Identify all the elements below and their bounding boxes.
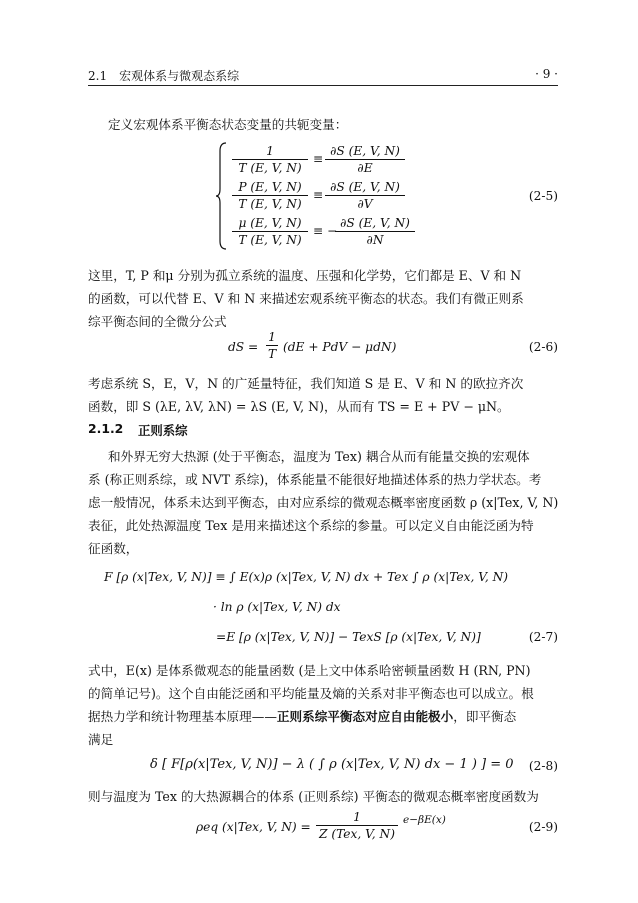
running-header [88,67,558,87]
section-title: 正则系综 [138,423,188,438]
para5-line3-a: 据热力学和统计物理基本原理—— [88,709,277,724]
eq27-line1: F [ρ (x|Tex, V, N)] ≡ ∫ E(x)ρ (x|Tex, V, N) dx + Tex ∫ ρ (x|Tex, V, N) [104,570,509,584]
para2-line1: 这里，T, P 和μ 分别为孤立系统的温度、压强和化学势，它们都是 E、V 和 N [88,268,522,283]
eq29-frac: 1 Z (Tex, V, N) [316,810,398,841]
para4-line1: 和外界无穷大热源 (处于平衡态，温度为 Tex) 耦合从而有能量交换的宏观体 [108,449,530,464]
para6: 则与温度为 Tex 的大热源耦合的体系 (正则系综) 平衡态的微观态概率密度函数为 [88,789,539,804]
eq25-number: (2-5) [528,189,558,203]
eq28-number: (2-8) [528,759,558,773]
eq27-number: (2-7) [528,630,558,644]
eq29-number: (2-9) [528,820,558,834]
equation-brace [216,141,228,251]
eq25-row2-rel: ≡ [313,188,324,202]
eq26-lhs: dS = [228,340,259,354]
eq25-row3-rel: ≡ − [313,224,338,238]
eq25-row2-lhs: P (E, V, N) T (E, V, N) [232,180,308,211]
para3-line2: 函数，即 S (λE, λV, λN) = λS (E, V, N)，从而有 TS = E + PV − μN。 [88,399,510,414]
eq27-line3: =E [ρ (x|Tex, V, N)] − TexS [ρ (x|Tex, V, N)] [216,630,481,644]
eq27-line2: · ln ρ (x|Tex, V, N) dx [213,600,341,614]
para5-line2: 的简单记号)。这个自由能泛函和平均能量及熵的关系对非平衡态也可以成立。根 [88,686,534,701]
header-rule [88,85,558,86]
eq26-frac: 1 T [268,330,277,361]
para3-line1: 考虑系统 S，E，V，N 的广延量特征，我们知道 S 是 E、V 和 N 的欧拉齐次 [88,376,524,391]
intro-line: 定义宏观体系平衡态状态变量的共轭变量： [108,117,348,132]
page-number: · 9 · [535,67,558,81]
eq29-lhs: ρeq (x|Tex, V, N) = [196,820,311,834]
para5-emphasis: 正则系综平衡态对应自由能极小 [276,709,454,724]
header-section: 2.1 宏观体系与微观态系综 [88,69,240,83]
para4-line2: 系 (称正则系综，或 NVT 系综)，体系能量不能很好地描述体系的热力学状态。考 [88,472,542,487]
eq25-row2-rhs: ∂S (E, V, N) ∂V [325,180,405,211]
eq25-row1-lhs: 1 T (E, V, N) [232,144,308,175]
para2-line2: 的函数，可以代替 E、V 和 N 来描述宏观系统平衡态的状态。我们有微正则系 [88,291,524,306]
eq26-rhs: (dE + PdV − μdN) [283,340,397,354]
eq25-row3-lhs: μ (E, V, N) T (E, V, N) [232,216,308,247]
para4-line3: 虑一般情况，体系未达到平衡态，由对应系综的微观态概率密度函数 ρ (x|Tex, V, N) [88,495,559,510]
para4-line4: 表征，此处热源温度 Tex 是用来描述这个系综的参量。可以定义自由能泛函为特 [88,518,534,533]
para5-line1: 式中，E(x) 是体系微观态的能量函数 (是上文中体系哈密顿量函数 H (RN, PN) [88,663,531,678]
para2-line3: 综平衡态间的全微分公式 [88,314,227,329]
eq25-row1-rhs: ∂S (E, V, N) ∂E [325,144,405,175]
para4-line5: 征函数， [88,541,139,556]
eq25-row3-rhs: ∂S (E, V, N) ∂N [335,216,415,247]
para5-line4: 满足 [88,732,114,747]
eq25-row1-rel: ≡ [313,152,324,166]
eq28-body: δ [ F[ρ(x|Tex, V, N)] − λ ( ∫ ρ (x|Tex, V, N) dx − 1 ) ] = 0 [150,757,514,772]
para5-line3 [88,706,516,725]
section-number: 2.1.2 [88,421,124,436]
para5-line3-c: ，即平衡态 [453,709,517,724]
eq26-number: (2-6) [528,340,558,354]
eq29-exp: e−βE(x) [403,814,446,826]
